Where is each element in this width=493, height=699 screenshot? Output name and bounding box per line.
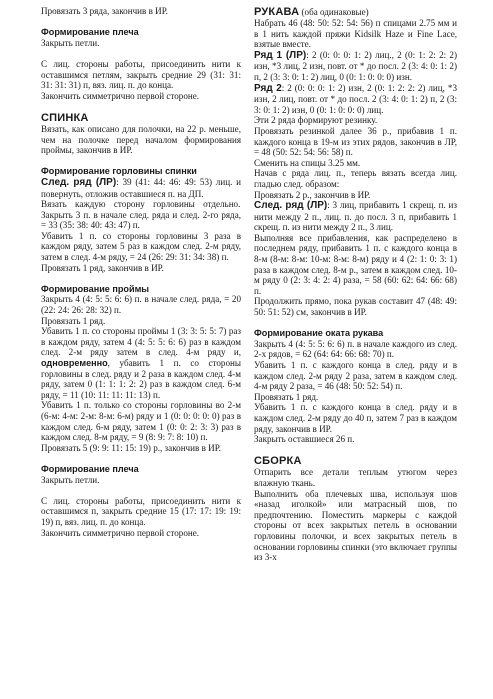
section-heading-back-neck: Формирование горловины спинки: [41, 166, 197, 177]
paragraph: [41, 326, 241, 400]
section-heading-armhole: Формирование проймы: [41, 283, 150, 294]
section-heading-back: СПИНКА: [41, 111, 89, 124]
right-column: [254, 6, 457, 563]
paragraph: Провязать 1 ряд.: [41, 315, 106, 326]
paragraph: Эти 2 ряда формируют резинку.: [254, 115, 378, 126]
paragraph: Закрыть 4 (4: 5: 5: 6: 6) п. в начале след. ряда, = 20 (22: 24: 26: 28: 32) п.: [41, 294, 241, 316]
paragraph: Начав с ряда лиц. п., теперь вязать всегда лиц. гладью след. образом:: [254, 168, 457, 189]
paragraph: Закрыть 3 п. в начале след. ряда и след. 2-го ряда, = 33 (35: 38: 40: 43: 47) п.: [41, 209, 241, 231]
paragraph: Убавить 1 п. с каждого конца в след. ряду и в каждом след. 2-м ряду 2 раза, затем в каждом след. 4-м ряду 2 раза, = 46 (48: 50: 52: 54) п.: [254, 360, 457, 392]
section-heading-sleeve-cap: Формирование оката рукава: [254, 328, 384, 339]
paragraph: Закрыть петли.: [41, 474, 100, 485]
paragraph: Закрыть петли.: [41, 37, 100, 48]
left-column: [41, 6, 241, 538]
paragraph: Вязать каждую сторону горловины отдельно.: [41, 199, 241, 210]
paragraph: Закрыть оставшиеся 26 п.: [254, 434, 355, 445]
paragraph: Продолжить прямо, пока рукав составит 47 (48: 49: 50: 51: 52) см, закончив в ИР.: [254, 296, 457, 318]
paragraph: Провязать 2 р., закончив в ИР.: [254, 189, 371, 200]
paragraph: Провязать резинкой далее 36 р., прибавив 1 п. каждого конца в 19-м из этих рядов, закончив в ЛР, = 48 (50: 52: 54: 56: 58) п.: [254, 125, 457, 158]
paragraph: Убавить 1 п. с каждого конца в след. ряду и в каждом след. 2-м ряду до 40 п, затем 7 раз в каждом ряду, закончив в ИР.: [254, 402, 457, 434]
row-label: Ряд 1 (ЛР): [254, 49, 307, 61]
row-label: След. ряд (ЛР): [41, 176, 117, 188]
row-label: След. ряд (ЛР): [254, 200, 328, 212]
paragraph: Провязать 1 ряд.: [254, 391, 319, 402]
paragraph: [41, 177, 241, 199]
paragraph: Набрать 46 (48: 50: 52: 54: 56) п спицами 2.75 мм и в 1 нить каждой пряжи Kidsilk Haze и Fine Lace, взятые вместе.: [254, 18, 457, 50]
paragraph: [254, 50, 457, 83]
paragraph: Закончить симметрично первой стороне.: [41, 90, 200, 101]
paragraph: Провязать 3 ряда, закончив в ИР.: [41, 6, 168, 16]
paragraph: Закончить симметрично первой стороне.: [41, 527, 200, 538]
section-heading-shoulder: Формирование плеча: [41, 27, 139, 38]
text-run: Убавить 1 п. со стороны проймы 1 (3: 3: 5: 5: 7) раз в каждом ряду, затем 4 (4: 5: 5: 6: 6) раз в каждом след. 2-м ряду затем в след. 4-м ряду и,: [41, 326, 241, 358]
paragraph: Закрыть 4 (4: 5: 5: 6: 6) п. в начале каждого из след. 2-х рядов, = 62 (64: 64: 66: 68: 70) п.: [254, 338, 457, 360]
heading-note: (оба одинаковые): [299, 7, 369, 17]
paragraph: Вязать, как описано для полочки, на 22 р. меньше, чем на полочке перед началом формирования проймы, закончив в ИР.: [41, 123, 241, 156]
paragraph: Выполнить оба плечевых шва, используя шов «назад иголкой» или матрасный шов, по предпочтению. Поместить маркеры с каждой стороны от всех закрытых петель в основании горловины полочки, и всех закрытых петель в основании горловины спинки (это включает группы из 3-х: [254, 488, 457, 563]
section-heading-assembly: СБОРКА: [254, 455, 302, 468]
paragraph: Убавить 1 п. только со стороны горловины во 2-м (6-м: 4-м: 2-м: 8-м: 6-м) ряду и 1 (0: 0: 0: 0: 0) раз в каждом след. 6-м ряду, затем 1 (0: 0: 2: 3: 3) раз в каждом след. 8-м ряду, = 9 (8: 9: 7: 8: 10) п.: [41, 400, 241, 443]
row-text: : 3 лиц, прибавить 1 скрещ. п. из нити между 2 п., лиц. п. до посл. 3 п, прибавить 1 скрещ. п. из нити между 2 п., 3 лиц.: [254, 200, 457, 233]
row-label: Ряд 2: [254, 82, 282, 94]
paragraph: Сменить на спицы 3.25 мм.: [254, 157, 361, 168]
paragraph: Выполняя все прибавления, как распределено в последнем ряду, прибавить 1 п. с каждого конца в 8-м (8-м: 8-м: 10-м: 8-м: 8-м) ряду и 4 (2: 1: 0: 3: 1) раза в каждом след. 8-м р., затем в каждом след. 10-м ряду 0 (2: 3: 4: 2: 4) раза, = 58 (60: 62: 64: 66: 68) п.: [254, 232, 457, 296]
section-heading-sleeves: [254, 6, 457, 18]
paragraph: Провязать 1 ряд, закончив в ИР.: [41, 262, 164, 273]
paragraph: [254, 200, 457, 233]
text-run: , убавить 1 п. со стороны горловины в след. ряду и 2 раза в каждом след. 4-м ряду, затем 0 (1: 1: 1: 2: 2) раз в каждом след. 6-м ряду, = 11 (10: 11: 11: 11: 13) п.: [41, 358, 241, 400]
row-text: : 39 (41: 44: 46: 49: 53) лиц. и повернуть, отложив оставшиеся п. на ДП.: [41, 176, 241, 199]
section-heading-shoulder: Формирование плеча: [41, 463, 139, 474]
row-text: : 2 (0: 0: 0: 1: 2) изн, 2 (0: 1: 2: 2: 2) лиц, *3 изн, 2 лиц, повт. от * до посл. 2 (3: 4: 0: 1: 2) п, 2 (3: 3: 0: 1: 2) изн, 0 (0: 1: 0: 0: 0) лиц.: [254, 82, 457, 115]
paragraph: С лиц. стороны работы, присоединить нити к оставшимся петлям, закрыть средние 29 (31: 31: 31: 31: 31) п, вяз. лиц. п. до конца.: [41, 58, 241, 91]
heading-text: РУКАВА: [254, 6, 300, 18]
paragraph: С лиц. стороны работы, присоединить нити к оставшимся п, закрыть средние 15 (17: 17: 19: 19: 19) п, вяз. лиц. п. до конца.: [41, 495, 241, 527]
emphasis-text: одновременно: [41, 358, 108, 368]
paragraph: [254, 83, 457, 116]
paragraph: Провязать 5 (9: 9: 11: 15: 19) р., закончив в ИР.: [41, 442, 221, 453]
paragraph: Убавить 1 п. со стороны горловины 3 раза в каждом ряду, затем 5 раз в каждом след. 2-м ряду, затем в след. 4-м ряду, = 24 (26: 29: 31: 34: 38) п.: [41, 230, 241, 263]
row-text: : 2 (0: 0: 0: 1: 2) лиц., 2 (0: 1: 2: 2: 2) изн, *3 лиц, 2 изн, повт. от * до посл. 2 (3: 4: 0: 1: 2) п, 2 (3: 3: 0: 1: 2) лиц, 0 (0: 1: 0: 0: 0) изн.: [254, 49, 458, 82]
paragraph: Отпарить все детали теплым утюгом через влажную ткань.: [254, 467, 457, 488]
